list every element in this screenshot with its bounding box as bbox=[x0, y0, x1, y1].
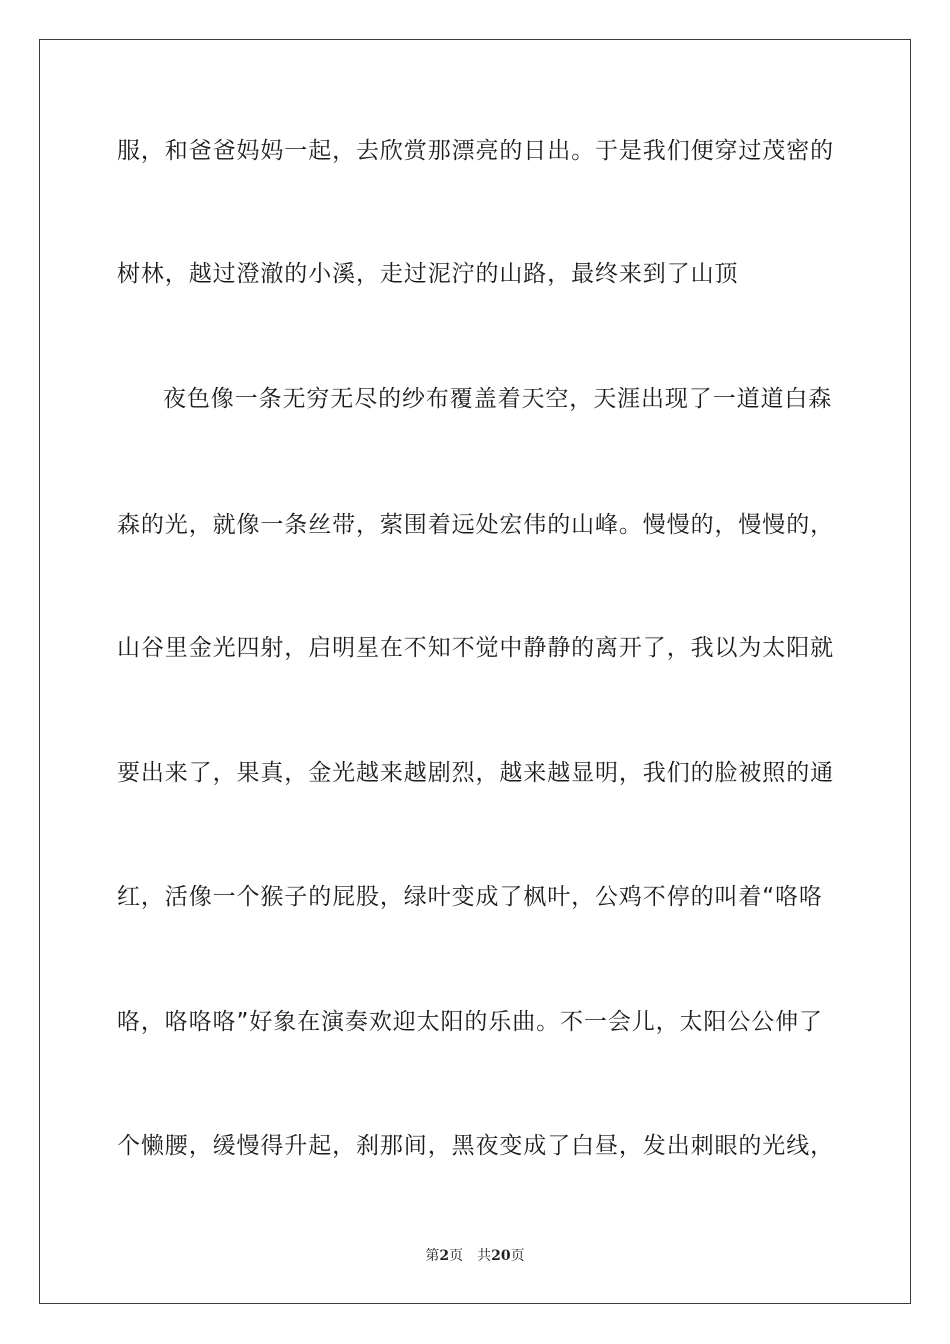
total-pages: 20 bbox=[491, 1248, 511, 1264]
text-line: 红，活像一个猴子的屁股，绿叶变成了枫叶，公鸡不停的叫着“咯咯 bbox=[117, 884, 823, 910]
page-prefix: 第 bbox=[425, 1248, 440, 1264]
text-line: 个懒腰，缓慢得升起，刹那间，黑夜变成了白昼，发出刺眼的光线， bbox=[117, 1133, 834, 1159]
page-border bbox=[39, 39, 911, 1304]
text-line: 咯，咯咯咯”好象在演奏欢迎太阳的乐曲。不一会儿，太阳公公伸了 bbox=[117, 1009, 823, 1035]
total-suffix: 页 bbox=[510, 1248, 525, 1264]
page-suffix: 页 bbox=[449, 1248, 464, 1264]
page-footer bbox=[0, 1246, 950, 1266]
text-line: 树林，越过澄澈的小溪，走过泥泞的山路，最终来到了山顶 bbox=[117, 261, 739, 287]
paragraph-start-line: 夜色像一条无穷无尽的纱布覆盖着天空，天涯出现了一道道白森 bbox=[163, 386, 833, 412]
text-line: 山谷里金光四射，启明星在不知不觉中静静的离开了，我以为太阳就 bbox=[117, 635, 834, 661]
text-line: 服，和爸爸妈妈一起，去欣赏那漂亮的日出。于是我们便穿过茂密的 bbox=[117, 138, 834, 164]
page-number: 2 bbox=[439, 1248, 450, 1264]
text-line: 森的光，就像一条丝带，萦围着远处宏伟的山峰。慢慢的，慢慢的， bbox=[117, 512, 834, 538]
text-line: 要出来了，果真，金光越来越剧烈，越来越显明，我们的脸被照的通 bbox=[117, 760, 834, 786]
total-prefix: 共 bbox=[477, 1248, 492, 1264]
